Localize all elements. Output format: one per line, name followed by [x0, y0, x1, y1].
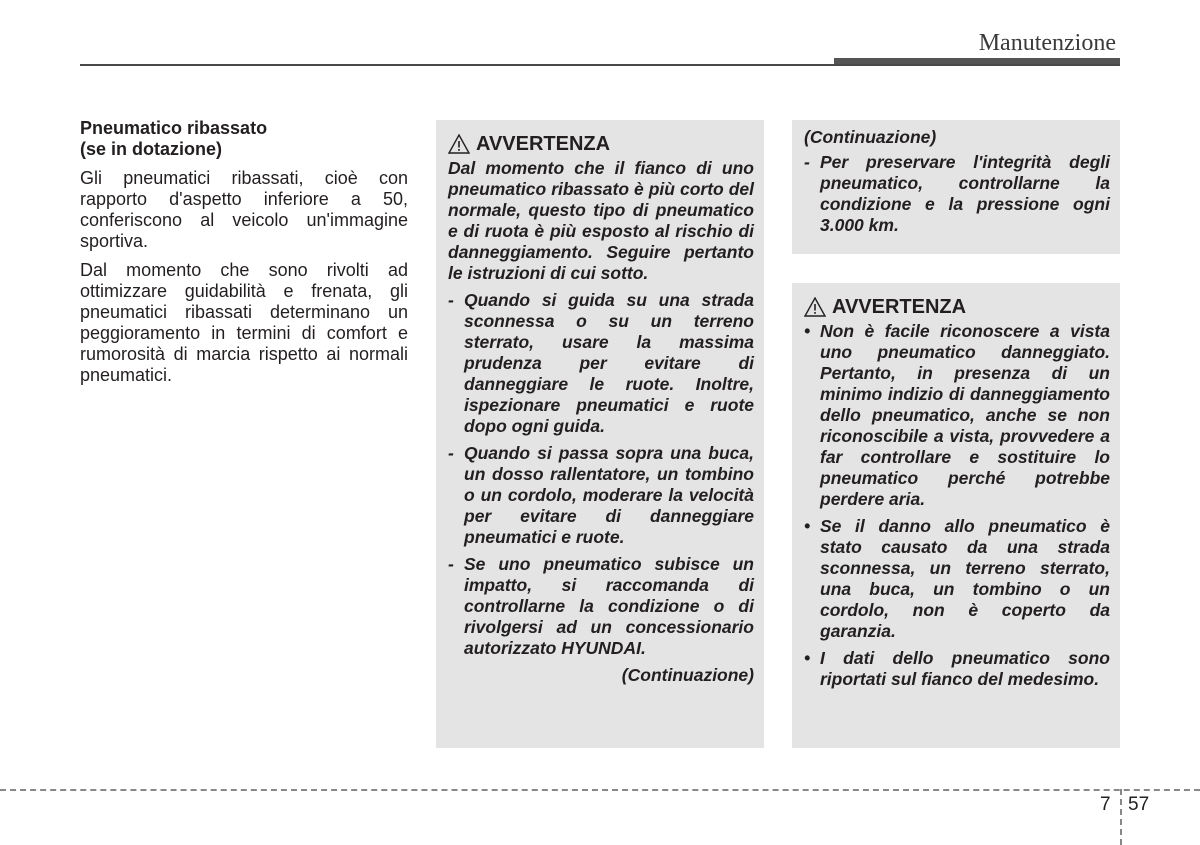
intro-paragraph-1: Gli pneumatici ribassati, cioè con rapporto d'aspetto inferiore a 50, conferiscono al veicolo un'immagine sportiva. [80, 168, 408, 251]
footer-dashed-divider [1120, 789, 1122, 845]
list-item [804, 321, 1110, 510]
footer-dashed-rule [0, 789, 1200, 791]
header-rule [80, 64, 1120, 66]
bullet-marker: • [804, 516, 811, 536]
warning-box-1 [436, 120, 764, 748]
warning-title-text: AVVERTENZA [832, 296, 967, 318]
warning-box-2-title [804, 295, 1110, 319]
dash-marker: - [448, 290, 454, 310]
bullet-marker: • [804, 321, 811, 341]
page-number: 57 [1128, 794, 1150, 815]
warning-title-text: AVVERTENZA [476, 133, 611, 155]
dash-marker: - [804, 152, 810, 172]
list-item-text: Per preservare l'integrità degli pneumatico, controllarne la condizione e la pressione ogni 3.000 km. [820, 152, 1110, 235]
warning-triangle-icon [448, 134, 470, 154]
continued-box [792, 120, 1120, 254]
section-heading-line1: Pneumatico ribassato [80, 118, 268, 138]
chapter-number: 7 [1100, 794, 1111, 815]
list-item [448, 554, 754, 659]
list-item-text: I dati dello pneumatico sono riportati sul fianco del medesimo. [820, 648, 1110, 689]
list-item [804, 152, 1110, 236]
list-item-text: Se il danno allo pneumatico è stato causato da una strada sconnessa, un terreno sterrato, una buca, un tombino o un cordolo, non è coperto da garanzia. [820, 516, 1110, 641]
list-item [804, 516, 1110, 642]
list-item [448, 290, 754, 437]
continuation-label: (Continuazione) [621, 665, 754, 685]
list-item-text: Se uno pneumatico subisce un impatto, si raccomanda di controllarne la condizione o di rivolgersi ad un concessionario autorizzato HYUNDAI. [464, 554, 754, 658]
warning-intro: Dal momento che il fianco di uno pneumatico ribassato è più corto del normale, questo tipo di pneumatico e di ruota è più esposto al rischio di danneggiamento. Seguire pertanto le istruzioni di cui sotto. [448, 158, 754, 283]
list-item-text: Quando si guida su una strada sconnessa o su un terreno sterrato, usare la massima prudenza per evitare di danneggiare le ruote. Inoltre, ispezionare pneumatici e ruote dopo ogni guida. [464, 290, 754, 436]
intro-column [80, 118, 408, 386]
intro-paragraph-2: Dal momento che sono rivolti ad ottimizzare guidabilità e frenata, gli pneumatici ribassati determinano un peggioramento in termini di comfort e rumorosità di marcia rispetto ai normali pneumatici. [80, 260, 408, 385]
warning-box-1-title [448, 132, 754, 156]
bullet-marker: • [804, 648, 811, 668]
list-item-text: Quando si passa sopra una buca, un dosso rallentatore, un tombino o un cordolo, moderare la velocità per evitare di danneggiare pneumatici e ruote. [464, 443, 754, 547]
dash-marker: - [448, 443, 454, 463]
list-item-text: Non è facile riconoscere a vista uno pneumatico danneggiato. Pertanto, in presenza di un minimo indizio di danneggiamento dello pneumatico, anche se non riconoscibile a vista, provvedere a far controllare e sostituire lo pneumatico perché potrebbe perdere aria. [820, 321, 1110, 509]
dash-marker: - [448, 554, 454, 574]
section-heading-line2: (se in dotazione) [80, 139, 223, 159]
page-header-title: Manutenzione [978, 30, 1116, 56]
list-item [448, 443, 754, 548]
continued-label: (Continuazione) [804, 127, 937, 147]
list-item [804, 648, 1110, 690]
warning-triangle-icon [804, 297, 826, 317]
warning-box-2 [792, 283, 1120, 748]
